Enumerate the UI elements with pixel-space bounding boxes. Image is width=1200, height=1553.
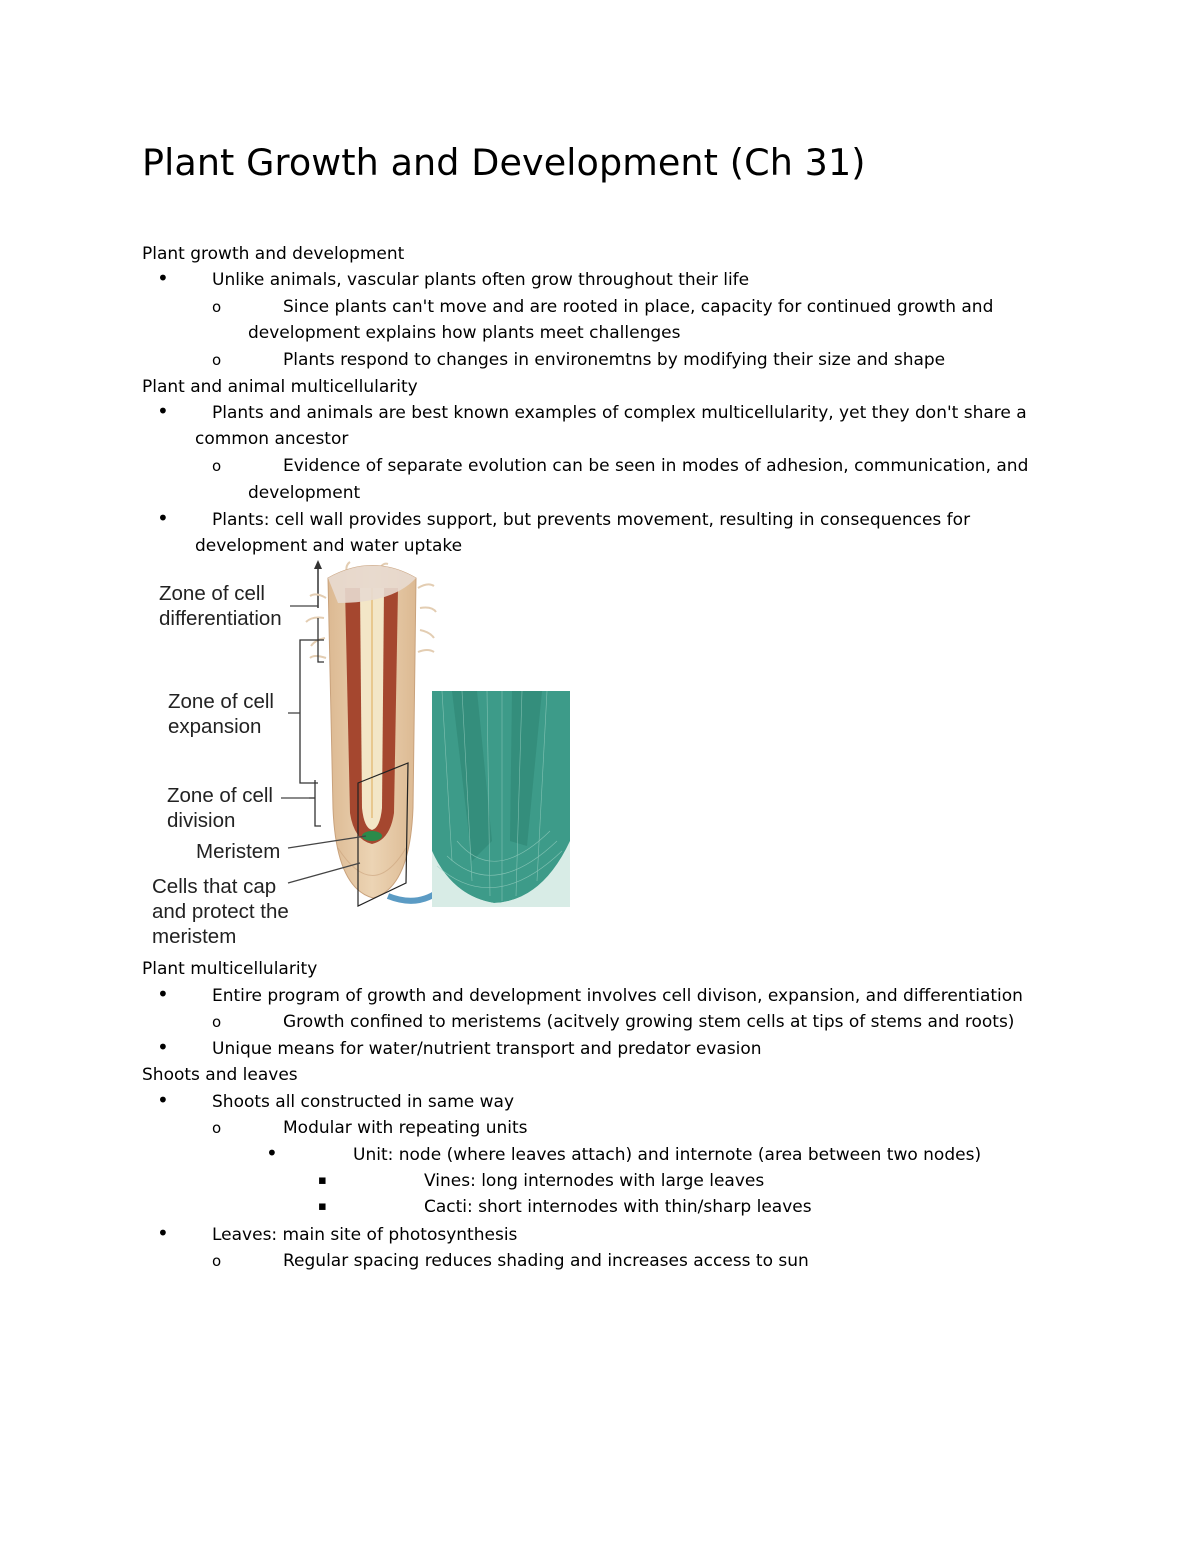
bullet-dot: •: [157, 1088, 169, 1112]
section-heading: Plant growth and development: [142, 244, 405, 264]
bullet-square: ▪: [318, 1173, 327, 1188]
label-zone-expansion: Zone of cell expansion: [168, 690, 274, 738]
label-root-cap: Cells that cap and protect the meristem: [152, 875, 289, 948]
list-item-continuation: development and water uptake: [195, 536, 463, 556]
page-title: Plant Growth and Development (Ch 31): [142, 141, 866, 184]
bullet-circle: o: [212, 1119, 222, 1137]
bullet-dot: •: [157, 506, 169, 530]
bullet-circle: o: [212, 457, 222, 475]
bullet-circle: o: [212, 298, 222, 316]
section-heading: Plant multicellularity: [142, 959, 318, 979]
list-item: Leaves: main site of photosynthesis: [212, 1225, 518, 1245]
list-item: Unique means for water/nutrient transport and predator evasion: [212, 1039, 762, 1059]
list-item: Since plants can't move and are rooted in place, capacity for continued growth and: [283, 297, 994, 317]
list-item: Plants and animals are best known examples of complex multicellularity, yet they don't share a: [212, 403, 1027, 423]
list-item: Unit: node (where leaves attach) and internote (area between two nodes): [353, 1145, 982, 1165]
bullet-circle: o: [212, 1252, 222, 1270]
list-item: Shoots all constructed in same way: [212, 1092, 515, 1112]
list-item: Growth confined to meristems (acitvely growing stem cells at tips of stems and roots): [283, 1012, 1015, 1032]
micrograph-cells: [432, 691, 570, 907]
micrograph-root-tip: [432, 691, 570, 907]
bullet-dot: •: [266, 1141, 278, 1165]
bullet-circle: o: [212, 351, 222, 369]
label-zone-differentiation: Zone of cell differentiation: [159, 582, 282, 630]
bullet-dot: •: [157, 982, 169, 1006]
list-item: Entire program of growth and development involves cell divison, expansion, and differentiation: [212, 986, 1023, 1006]
section-heading: Plant and animal multicellularity: [142, 377, 418, 397]
list-item: Plants: cell wall provides support, but prevents movement, resulting in consequences for: [212, 510, 971, 530]
section-heading: Shoots and leaves: [142, 1065, 298, 1085]
list-item: Plants respond to changes in environemtns by modifying their size and shape: [283, 350, 946, 370]
list-item-continuation: common ancestor: [195, 429, 349, 449]
list-item: Modular with repeating units: [283, 1118, 528, 1138]
list-item: Regular spacing reduces shading and increases access to sun: [283, 1251, 809, 1271]
list-item-continuation: development explains how plants meet challenges: [248, 323, 681, 343]
bullet-dot: •: [157, 266, 169, 290]
bullet-dot: •: [157, 399, 169, 423]
root-zones-figure: [148, 558, 573, 953]
bullet-circle: o: [212, 1013, 222, 1031]
bullet-square: ▪: [318, 1199, 327, 1214]
label-zone-division: Zone of cell division: [167, 784, 273, 832]
list-item: Vines: long internodes with large leaves: [424, 1171, 765, 1191]
list-item-continuation: development: [248, 483, 361, 503]
list-item: Unlike animals, vascular plants often grow throughout their life: [212, 270, 750, 290]
list-item: Cacti: short internodes with thin/sharp leaves: [424, 1197, 812, 1217]
label-meristem: Meristem: [196, 840, 281, 863]
bullet-dot: •: [157, 1221, 169, 1245]
list-item: Evidence of separate evolution can be seen in modes of adhesion, communication, and: [283, 456, 1029, 476]
bullet-dot: •: [157, 1035, 169, 1059]
